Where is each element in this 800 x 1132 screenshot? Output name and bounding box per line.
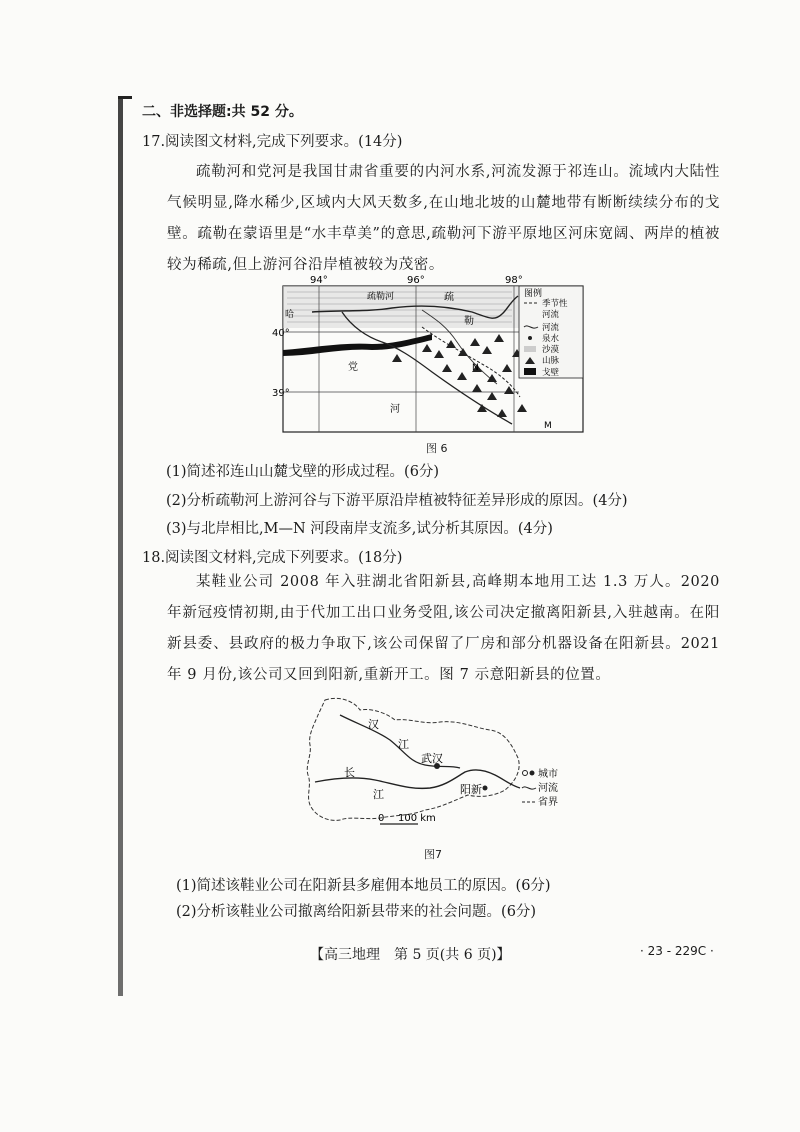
dang-river-line [342,312,512,424]
dang-label: 党 [348,362,358,373]
binding-margin-line [118,96,123,996]
figure-7-map [300,690,600,830]
figure-6-caption: 图 6 [426,442,448,455]
figure-6-map [272,272,592,437]
mountain-symbols [392,334,527,417]
wuhan-label: 武汉 [421,752,443,765]
q18-stem: 18.阅读图文材料,完成下列要求。(18分) [142,550,403,566]
section-title: 二、非选择题:共 52 分。 [142,104,303,120]
gobi-band [283,334,432,356]
lat-40-label: 40° [272,328,290,339]
lat-39-label: 39° [272,388,290,399]
binding-margin-tick [118,96,132,99]
province-boundary [307,698,519,820]
q17-question-3: (3)与北岸相比,M—N 河段南岸支流多,试分析其原因。(4分) [166,521,553,537]
legend-spring: 泉水 [542,334,560,344]
figure-7-caption: 图7 [424,848,442,861]
jiang1-label: 江 [398,738,409,751]
q17-question-2: (2)分析疏勒河上游河谷与下游平原沿岸植被特征差异形成的原因。(4分) [166,493,628,509]
lon-94-label: 94° [310,275,328,286]
lon-96-label: 96° [407,275,425,286]
footer-code: · 23 - 229C · [640,944,714,958]
hami-label: 哈 [285,310,295,320]
legend-seasonal: 季节性 [542,299,568,309]
legend-desert: 沙漠 [542,345,560,355]
scale-distance: 100 km [398,813,436,824]
yangxin-label: 阳新 [460,783,482,796]
q17-material: 疏勒河和党河是我国甘肃省重要的内河水系,河流发源于祁连山。流域内大陆性气候明显,降水稀少,区域内大风天数多,在山地北坡的山麓地带有断断续续分布的戈壁。疏勒在蒙语里是“水丰草美”的意思,疏勒河下游平原地区河床宽阔、两岸的植被较为稀疏,但上游河谷沿岸植被较为茂密。 [167,164,720,273]
legend-mountain: 山脉 [542,356,560,366]
legend-river: 河流 [542,323,560,333]
shule-river-label: 疏勒河 [367,292,395,302]
legend-title: 图例 [524,289,543,299]
legend-seasonal-river: 河流 [542,310,560,320]
legend-city: 城市 [538,769,558,780]
q18-question-1: (1)简述该鞋业公司在阳新县多雇佣本地员工的原因。(6分) [176,878,551,894]
figure-7-legend [522,767,558,808]
le-label: 勒 [464,316,474,327]
legend-gobi: 戈壁 [542,368,560,378]
q18-question-2: (2)分析该鞋业公司撤离给阳新县带来的社会问题。(6分) [176,904,537,920]
han-label: 汉 [368,718,379,731]
jiang2-label: 江 [373,788,384,801]
legend-river: 河流 [538,783,558,794]
point-m-label: M [544,421,552,431]
scale-zero: 0 [378,813,385,824]
seasonal-river [422,327,520,397]
q17-stem: 17.阅读图文材料,完成下列要求。(14分) [142,134,403,150]
yangxin-dot [483,786,488,791]
legend-province-border: 省界 [538,797,558,808]
footer-page-info: 【高三地理 第 5 页(共 6 页)】 [310,947,511,963]
q17-question-1: (1)简述祁连山山麓戈壁的形成过程。(6分) [166,464,440,480]
point-n-label: N [472,363,479,373]
lon-98-label: 98° [505,275,523,286]
he-label: 河 [390,404,400,415]
figure-6-legend [519,286,583,378]
chang-label: 长 [344,766,355,779]
q18-material: 某鞋业公司 2008 年入驻湖北省阳新县,高峰期本地用工达 1.3 万人。2020 年新冠疫情初期,由于代加工出口业务受阻,该公司决定撤离阳新县,入驻越南。在阳新县委、县政府的极力争取下,该公司保留了厂房和部分机器设备在阳新县。2021 年 9 月份,该公司又回到阳新,重新开工。图 7 示意阳新县的位置。 [167,574,720,683]
shu-label: 疏 [444,292,454,303]
